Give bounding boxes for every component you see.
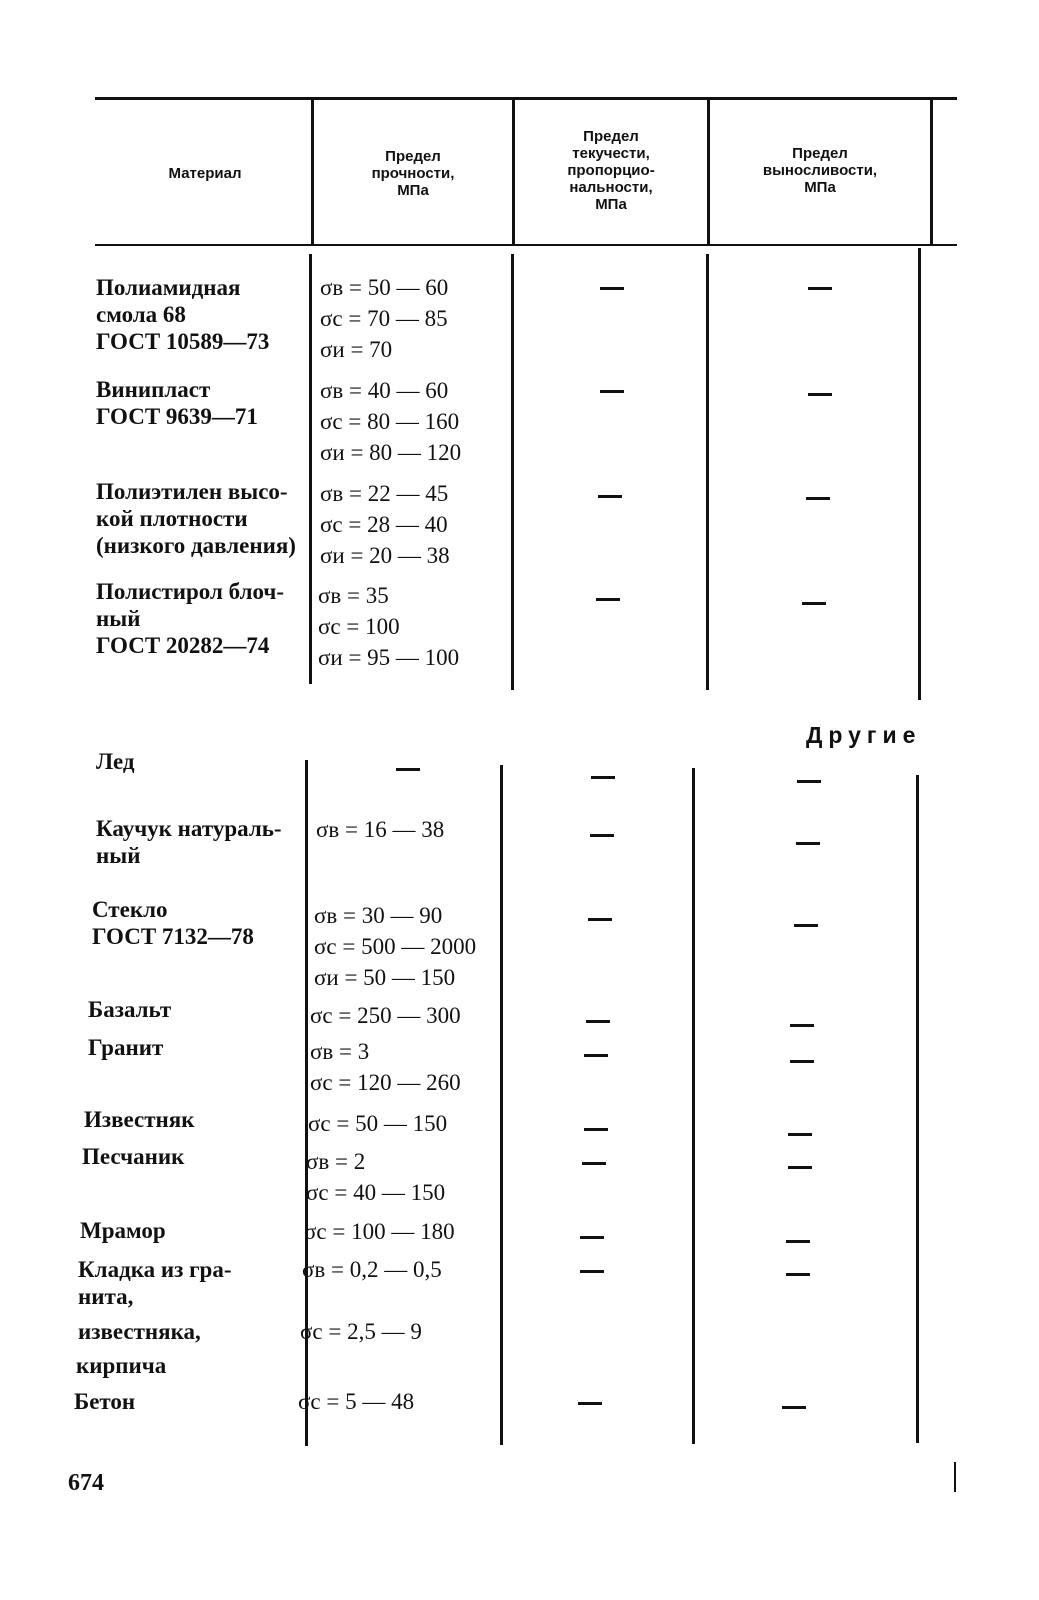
table-top-rule [95, 97, 957, 100]
strength-cell: σв = 2 σс = 40 — 150 [306, 1149, 446, 1205]
endurance-dash [788, 1133, 812, 1136]
yield-dash [598, 495, 622, 498]
endurance-dash [802, 602, 826, 605]
strength-cell: σв = 35 σс = 100 σи = 95 — 100 [318, 583, 460, 670]
yield-dash [584, 1128, 608, 1131]
material-cell: Базальт [88, 997, 172, 1022]
strength-cell: σс = 100 — 180 [304, 1219, 455, 1244]
endurance-dash [806, 497, 830, 500]
strength-cell: σс = 50 — 150 [308, 1111, 448, 1136]
strength-cell: σв = 3 σс = 120 — 260 [310, 1039, 461, 1095]
section-title: Другие [806, 722, 922, 748]
material-cell: Известняк [84, 1107, 195, 1132]
body-col-sep-3b [692, 768, 695, 1444]
material-cell: Полиамидная смола 68 ГОСТ 10589—73 [96, 275, 270, 354]
margin-mark [954, 1462, 956, 1492]
endurance-dash [808, 393, 832, 396]
strength-cell: σв = 0,2 — 0,5 [302, 1257, 442, 1282]
endurance-dash [786, 1273, 810, 1276]
material-cell: Кладка из гра- нита, [78, 1257, 232, 1309]
material-cell: известняка, [78, 1319, 201, 1344]
strength-cell: σв = 16 — 38 [316, 817, 445, 842]
material-cell: Полиэтилен высо- кой плотности (низкого давления) [96, 479, 296, 558]
material-cell: Стекло ГОСТ 7132—78 [92, 897, 254, 949]
strength-cell: σс = 5 — 48 [298, 1389, 415, 1414]
yield-dash [600, 390, 624, 393]
material-cell: Бетон [74, 1389, 136, 1414]
endurance-dash [790, 1060, 814, 1063]
endurance-dash [808, 287, 832, 290]
material-cell: Полистирол блоч- ный ГОСТ 20282—74 [96, 579, 285, 658]
material-cell: Песчаник [82, 1144, 185, 1169]
yield-dash [584, 1054, 608, 1057]
material-cell: кирпича [76, 1353, 167, 1378]
yield-dash [586, 1020, 610, 1023]
material-cell: Мрамор [80, 1218, 166, 1243]
header-col-sep-3 [707, 100, 710, 244]
body-col-sep-2a [511, 254, 514, 690]
material-cell: Каучук натураль- ный [96, 816, 282, 868]
yield-dash [580, 1236, 604, 1239]
endurance-dash [794, 924, 818, 927]
header-strength: Предел прочности, МПа [371, 148, 455, 199]
endurance-dash [786, 1240, 810, 1243]
header-bottom-rule [95, 244, 957, 246]
endurance-dash [782, 1406, 806, 1409]
endurance-dash [796, 842, 820, 845]
header-col-sep-1 [311, 100, 314, 244]
body-col-sep-2b [500, 765, 503, 1445]
body-col-sep-1a [309, 254, 312, 684]
strength-cell: σв = 30 — 90 σс = 500 — 2000 σи = 50 — 150 [314, 903, 477, 990]
yield-dash [590, 834, 614, 837]
strength-cell: σв = 40 — 60 σс = 80 — 160 σи = 80 — 120 [320, 378, 462, 465]
strength-dash [396, 768, 420, 771]
strength-cell: σв = 50 — 60 σс = 70 — 85 σи = 70 [320, 275, 449, 362]
body-col-sep-4a [918, 248, 921, 700]
body-col-sep-3a [706, 254, 709, 690]
endurance-dash [797, 780, 821, 783]
yield-dash [582, 1162, 606, 1165]
endurance-dash [788, 1166, 812, 1169]
header-endurance: Предел выносливости, МПа [762, 145, 878, 196]
material-cell: Винипласт ГОСТ 9639—71 [96, 377, 258, 429]
strength-cell: σс = 250 — 300 [310, 1003, 461, 1028]
yield-dash [580, 1270, 604, 1273]
header-yield: Предел текучести, пропорцио- нальности, МПа [567, 128, 655, 213]
material-cell: Лед [96, 749, 135, 774]
header-col-sep-2 [512, 100, 515, 244]
yield-dash [600, 287, 624, 290]
header-material: Материал [168, 165, 242, 182]
yield-dash [578, 1402, 602, 1405]
endurance-dash [790, 1024, 814, 1027]
material-cell: Гранит [88, 1035, 164, 1060]
yield-dash [596, 598, 620, 601]
yield-dash [591, 776, 615, 779]
yield-dash [588, 918, 612, 921]
body-col-sep-4b [916, 775, 919, 1443]
header-col-sep-4 [930, 97, 933, 244]
page-number: 674 [68, 1470, 104, 1496]
strength-cell: σв = 22 — 45 σс = 28 — 40 σи = 20 — 38 [320, 481, 450, 568]
strength-cell: σс = 2,5 — 9 [300, 1319, 422, 1344]
